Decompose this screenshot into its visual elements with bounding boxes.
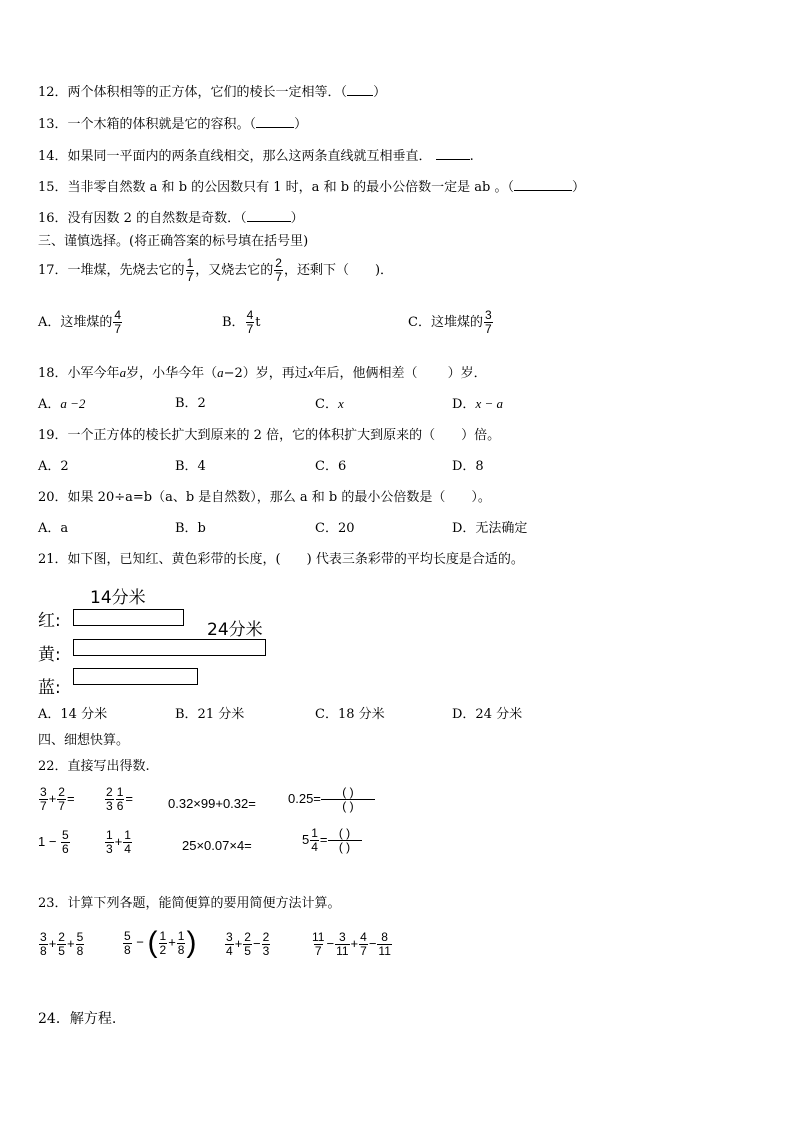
variable-a: a <box>217 365 224 380</box>
option-b[interactable]: B．b <box>175 521 206 536</box>
option-a[interactable]: A．14 分米 <box>38 707 108 722</box>
expression-5: 1 − $\frac{5}{6}$ <box>38 828 69 856</box>
option-value: a −2 <box>60 396 86 411</box>
option-b[interactable]: B．4 <box>175 459 206 474</box>
question-text: 岁，小华今年（ <box>126 366 218 381</box>
expression-7: 25×0.07×4= <box>182 838 252 853</box>
option-label: A．这堆煤的 <box>38 315 113 330</box>
yellow-ribbon-bar <box>73 639 266 656</box>
question-number: 23． <box>38 896 68 911</box>
expression-1: $\frac{3}{7}$ + $\frac{2}{7}$ = <box>40 785 75 813</box>
close-paren: ） <box>294 117 308 132</box>
red-label: 红: <box>38 611 61 631</box>
option-b[interactable] <box>222 308 260 338</box>
answer-blank[interactable] <box>347 83 373 96</box>
question-text: 小军今年 <box>67 366 120 381</box>
option-value: x <box>337 396 344 411</box>
question-text: −2）岁，再过 <box>223 366 308 381</box>
question-20 <box>38 490 491 506</box>
numerator: 3 <box>484 308 492 322</box>
denominator: 7 <box>246 322 254 336</box>
question-number: 21． <box>38 552 68 567</box>
red-ribbon-bar <box>73 609 184 626</box>
question-12 <box>38 83 386 101</box>
expression-2: $\frac{2}{3}$ $\frac{1}{6}$ = <box>106 785 133 813</box>
option-d[interactable]: D．8 <box>452 459 484 474</box>
question-number: 17． <box>38 263 68 278</box>
expression-4 <box>288 786 375 813</box>
variable-x: x <box>307 365 314 380</box>
question-text: 如下图，已知红、黄色彩带的长度，( ) 代表三条彩带的平均长度是合适的。 <box>67 552 524 567</box>
fraction <box>186 257 195 284</box>
question-text: 一堆煤，先烧去它的 <box>67 263 185 278</box>
option-a[interactable]: A．a <box>38 521 69 536</box>
question-number: 22． <box>38 759 68 774</box>
fraction <box>274 257 283 284</box>
question-number: 12． <box>38 85 68 100</box>
fraction <box>484 309 493 336</box>
answer-denominator[interactable]: ( ) <box>321 799 375 813</box>
option-value: x − a <box>475 396 503 411</box>
question-text: 两个体积相等的正方体，它们的棱长一定相等．（ <box>67 85 348 100</box>
question-14 <box>38 147 474 165</box>
answer-blank[interactable] <box>256 115 294 128</box>
question-number: 20． <box>38 490 68 505</box>
option-c[interactable]: C．20 <box>315 521 355 536</box>
question-text: 一个木箱的体积就是它的容积。（ <box>67 117 257 132</box>
numerator: 4 <box>246 308 254 322</box>
question-text: 解方程. <box>69 1011 117 1027</box>
numerator: 2 <box>275 256 282 270</box>
denominator: 7 <box>186 270 194 284</box>
variable-a: a <box>119 365 127 380</box>
question-17 <box>38 256 393 286</box>
question-13 <box>38 115 307 133</box>
answer-blank[interactable] <box>247 209 291 222</box>
option-d[interactable]: D．无法确定 <box>452 521 528 536</box>
option-label: C．这堆煤的 <box>408 315 483 330</box>
close-paren: ） <box>373 85 387 100</box>
fraction <box>113 309 122 336</box>
option-letter: D． <box>452 397 476 412</box>
option-a[interactable] <box>38 396 85 413</box>
question-number: 19． <box>38 428 68 443</box>
option-letter: C． <box>315 397 338 412</box>
question-number: 14． <box>38 149 68 164</box>
question-text: 一个正方体的棱长扩大到原来的 2 倍，它的体积扩大到原来的（ ）倍。 <box>67 428 501 443</box>
denominator: 7 <box>114 322 122 336</box>
question-18 <box>38 365 487 382</box>
question-text: 如果 20÷a=b（a、b 是自然数），那么 a 和 b 的最小公倍数是（ ）。 <box>67 490 491 505</box>
expression-11: $\frac{3}{4}$ + $\frac{2}{5}$ − $\frac{2}{3}$ <box>226 930 270 958</box>
option-a[interactable]: A．2 <box>38 459 69 474</box>
yellow-length-label: 24分米 <box>207 620 263 640</box>
question-text: 年后，他俩相差（ ）岁． <box>313 366 487 381</box>
denominator: 7 <box>275 270 282 284</box>
answer-numerator[interactable]: ( ) <box>342 785 354 799</box>
blue-label: 蓝: <box>38 678 61 698</box>
question-number: 16． <box>38 211 68 226</box>
option-c[interactable]: C．18 分米 <box>315 707 385 722</box>
option-label: B． <box>222 315 245 330</box>
fraction <box>246 309 255 336</box>
question-text: 如果同一平面内的两条直线相交，那么这两条直线就互相垂直． <box>67 149 432 164</box>
question-text: 当非零自然数 a 和 b 的公因数只有 1 时，a 和 b 的最小公倍数一定是 ab 。（ <box>67 180 514 195</box>
answer-numerator[interactable]: ( ) <box>338 826 351 840</box>
option-b[interactable] <box>175 396 206 412</box>
numerator: 1 <box>186 256 194 270</box>
denominator: 7 <box>484 322 492 336</box>
question-21 <box>38 552 524 568</box>
question-number: 13． <box>38 117 68 132</box>
expression-text: 0.25= <box>288 790 321 806</box>
question-text: 没有因数 2 的自然数是奇数．（ <box>67 211 247 226</box>
question-number: 18． <box>38 366 68 381</box>
option-b[interactable]: B．21 分米 <box>175 707 245 722</box>
answer-blank[interactable] <box>436 147 470 160</box>
question-15 <box>38 178 585 196</box>
expression-9: $\frac{3}{8}$ + $\frac{2}{5}$ + $\frac{5}{8}$ <box>40 930 84 958</box>
option-c[interactable] <box>408 308 494 338</box>
yellow-label: 黄: <box>38 645 61 665</box>
numerator: 4 <box>114 308 122 322</box>
question-number: 15． <box>38 180 68 195</box>
close-paren: ） <box>572 180 586 195</box>
question-text: ，还剩下（ )． <box>283 263 394 278</box>
option-label: B．2 <box>175 396 206 411</box>
option-a[interactable] <box>38 308 123 338</box>
expression-3: 0.32×99+0.32= <box>168 796 256 811</box>
expression-8: 5 $\frac{1}{4}$ = $\frac{( )}{( )}$ <box>302 827 362 854</box>
question-24 <box>38 1011 116 1027</box>
blue-ribbon-bar <box>73 668 198 685</box>
option-c[interactable]: C．6 <box>315 459 347 474</box>
whole-number: 5 <box>302 831 310 847</box>
question-19 <box>38 428 500 444</box>
option-suffix: t <box>255 315 261 330</box>
red-length-label: 14分米 <box>90 588 146 608</box>
section-3-heading: 三、谨慎选择。(将正确答案的标号填在括号里) <box>38 234 309 249</box>
section-4-heading: 四、细想快算。 <box>38 733 130 748</box>
expression-6: $\frac{1}{3}$ + $\frac{1}{4}$ <box>106 828 131 856</box>
question-23 <box>38 896 341 912</box>
option-d[interactable] <box>452 396 503 413</box>
close-paren: ） <box>290 211 304 226</box>
question-number: 24． <box>38 1011 70 1027</box>
question-text: ，又烧去它的 <box>195 263 274 278</box>
option-letter: A． <box>38 397 61 412</box>
question-text: 计算下列各题，能简便算的要用简便方法计算。 <box>67 896 341 911</box>
answer-denominator[interactable]: ( ) <box>328 840 362 854</box>
option-d[interactable]: D．24 分米 <box>452 707 523 722</box>
question-22 <box>38 759 150 775</box>
option-c[interactable] <box>315 396 344 413</box>
question-16 <box>38 209 304 227</box>
expression-12: $\frac{11}{7}$ − $\frac{3}{11}$ + $\frac{4}{7}$ − $\frac{8}{11}$ <box>312 930 391 958</box>
question-text: 直接写出得数. <box>67 759 150 774</box>
period: . <box>469 149 474 164</box>
answer-blank[interactable] <box>514 178 572 191</box>
expression-10: $\frac{5}{8}$ − ( $\frac{1}{2}$ + $\frac{1}{8}$ ) <box>124 926 197 959</box>
